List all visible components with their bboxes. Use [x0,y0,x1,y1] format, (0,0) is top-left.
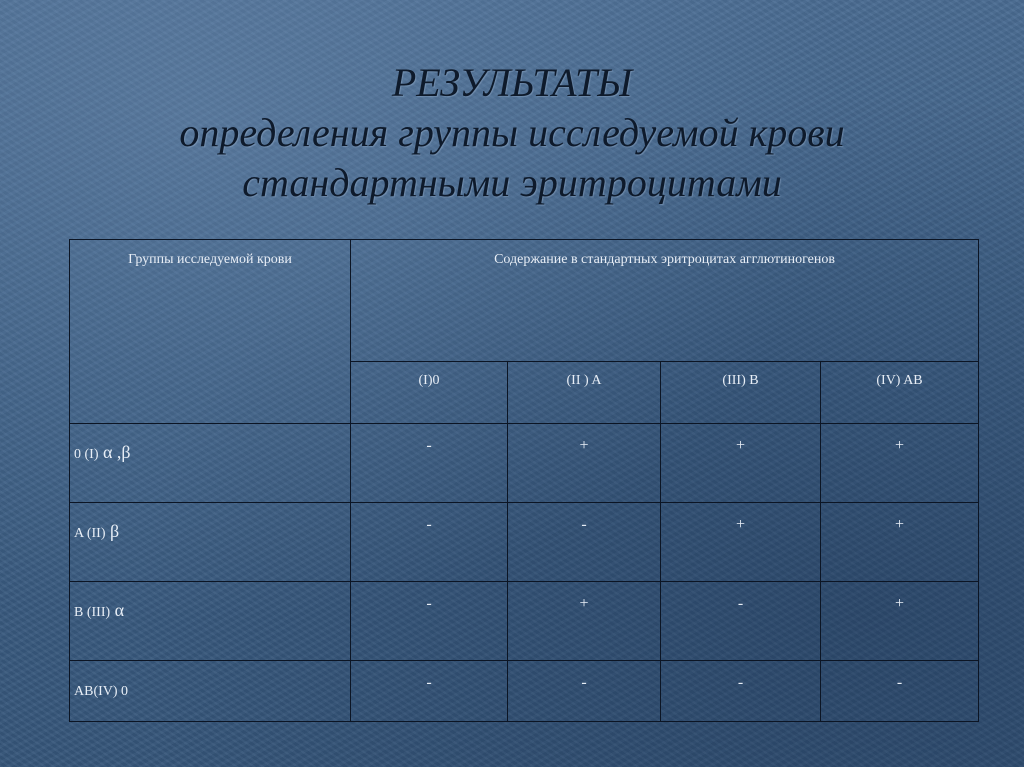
column-header: (II ) A [508,362,661,424]
title-line-1: РЕЗУЛЬТАТЫ [391,60,633,105]
row-header-cell: Группы исследуемой крови [70,240,351,424]
value-cell: - [661,582,821,661]
value-cell: + [821,503,979,582]
value-cell: - [351,424,508,503]
table-row [70,503,979,582]
row-label: AB(IV) 0 [74,684,129,699]
table-row [70,582,979,661]
row-label: B (III) [74,605,111,620]
column-header: (IV) AB [821,362,979,424]
column-header: (III) B [661,362,821,424]
row-label: A (II) [74,526,106,541]
table-row [70,661,979,722]
blood-group-results-table [69,239,979,722]
title-line-3: стандартными эритроцитами [242,160,782,205]
value-cell: - [821,661,979,722]
row-label: 0 (I) [74,447,99,462]
value-cell: + [661,503,821,582]
value-cell: - [661,661,821,722]
row-label-cell [70,424,351,503]
value-cell: + [821,582,979,661]
value-cell: - [508,661,661,722]
row-label-cell [70,661,351,722]
value-cell: + [661,424,821,503]
title-line-2: определения группы исследуемой крови [179,110,845,155]
value-cell: - [351,582,508,661]
table-row [70,424,979,503]
group-header-cell: Содержание в стандартных эритроцитах агглютиногенов [351,240,979,362]
value-cell: + [821,424,979,503]
row-label-cell [70,503,351,582]
value-cell: + [508,424,661,503]
row-label-cell [70,582,351,661]
row-antibodies: α [110,600,125,620]
value-cell: - [351,503,508,582]
value-cell: + [508,582,661,661]
slide-title [0,58,1024,208]
row-antibodies: β [105,521,120,541]
column-header: (I)0 [351,362,508,424]
value-cell: - [351,661,508,722]
row-antibodies: α ,β [98,442,131,462]
value-cell: - [508,503,661,582]
